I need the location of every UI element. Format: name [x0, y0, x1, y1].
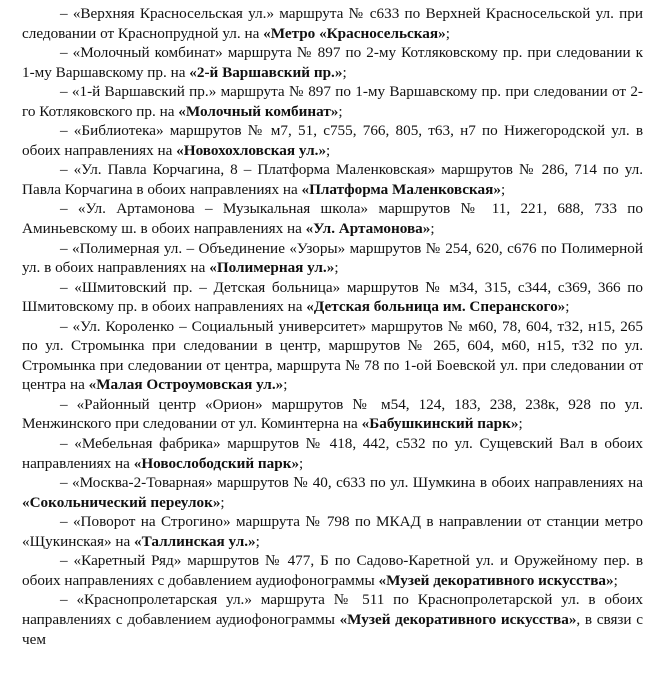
stop-name: «Бабушкинский парк»: [361, 415, 519, 433]
paragraph-text: – «Ул. Павла Корчагина, 8 – Платформа Маленковская» маршрутов № 286, 714 по ул. Павла Корчагина в обоих направлениях на: [22, 161, 643, 198]
stop-name: «Малая Остроумовская ул.»: [88, 376, 284, 394]
paragraph: [22, 160, 643, 199]
paragraph: [22, 4, 643, 43]
paragraph-end: ;: [283, 376, 288, 394]
paragraph: [22, 551, 643, 590]
paragraph-end: ;: [220, 493, 225, 511]
paragraph-text: – «Краснопролетарская ул.» маршрута № 511 по Краснопролетарской ул. в обоих направлениях с добавлением аудиофонограммы: [22, 591, 643, 628]
paragraph-text: – «Библиотека» маршрутов № м7, 51, с755, 766, 805, т63, н7 по Нижегородской ул. в обоих направлениях на: [22, 122, 643, 159]
paragraph-text: – «Ул. Короленко – Социальный университет» маршрутов № м60, 78, 604, т32, н15, 265 по ул. Стромынка при следовании в центр, маршрутов № 265, 604, м60, н15, т32 по ул. Стромынка при следовании от центра, маршрута № 78 по 1-ой Боевской ул. при следовании от центра на: [22, 317, 643, 394]
paragraph: [22, 434, 643, 473]
paragraph-text: – «Полимерная ул. – Объединение «Узоры» маршрутов № 254, 620, с676 по Полимерной ул. в обоих направлениях на: [22, 239, 643, 277]
stop-name: «2-й Варшавский пр.»: [189, 63, 343, 81]
paragraph-text: – «Ул. Артамонова – Музыкальная школа» маршрутов № 11, 221, 688, 733 по Аминьевскому ш. в обоих направлениях на: [22, 200, 643, 238]
stop-name: «Новохохловская ул.»: [176, 141, 327, 159]
paragraph-end: ;: [334, 259, 339, 277]
paragraph-text: – «Мебельная фабрика» маршрутов № 418, 442, с532 по ул. Сущевский Вал в обоих направлениях на: [22, 435, 643, 472]
paragraph-end: ;: [299, 454, 304, 472]
paragraph: [22, 82, 643, 121]
paragraph-end: ;: [326, 141, 331, 159]
paragraph-end: ;: [518, 415, 523, 433]
stop-name: «Ул. Артамонова»: [305, 220, 431, 238]
paragraph-end: ;: [338, 102, 343, 120]
paragraph: [22, 121, 643, 160]
paragraph-text: – «Каретный Ряд» маршрутов № 477, Б по Садово-Каретной ул. и Оружейному пер. в обоих направлениях с добавлением аудиофонограммы: [22, 552, 643, 589]
paragraph-end: ;: [445, 24, 450, 42]
paragraph: [22, 512, 643, 551]
paragraph: [22, 590, 643, 649]
stop-name: «Новослободский парк»: [133, 454, 300, 472]
stop-name: «Таллинская ул.»: [134, 532, 256, 550]
stop-name: «Сокольнический переулок»: [22, 493, 221, 511]
paragraph-end: , в связи с чем: [22, 610, 643, 648]
paragraph-text: – «Районный центр «Орион» маршрутов № м54, 124, 183, 238, 238к, 928 по ул. Менжинского при следовании от ул. Коминтерна на: [22, 395, 643, 433]
paragraph: [22, 43, 643, 82]
stop-name: «Детская больница им. Сперанского»: [306, 298, 566, 316]
paragraph-end: ;: [565, 298, 570, 316]
stop-name: «Платформа Маленковская»: [301, 180, 501, 198]
paragraph-end: ;: [430, 220, 435, 238]
paragraph: [22, 239, 643, 278]
paragraph-text: – «Москва-2-Товарная» маршрутов № 40, с633 по ул. Шумкина в обоих направлениях на: [60, 474, 643, 492]
stop-name: «Музей декоративного искусства»: [339, 610, 577, 628]
stop-name: «Молочный комбинат»: [178, 102, 339, 120]
paragraph-text: – «Поворот на Строгино» маршрута № 798 по МКАД в направлении от станции метро «Щукинская» на: [22, 513, 643, 550]
paragraph: [22, 278, 643, 317]
paragraph: [22, 199, 643, 238]
paragraph-text: – «Молочный комбинат» маршрута № 897 по 2-му Котляковскому пр. при следовании к 1-му Варшавскому пр. на: [22, 44, 643, 81]
paragraph: [22, 395, 643, 434]
paragraph: [22, 473, 643, 512]
paragraph-end: ;: [342, 63, 347, 81]
paragraph-end: ;: [500, 180, 506, 198]
paragraph-text: – «Шмитовский пр. – Детская больница» маршрутов № м34, 315, с344, с369, 366 по Шмитовскому пр. в обоих направлениях на: [22, 278, 643, 316]
stop-name: «Полимерная ул.»: [209, 259, 335, 277]
stop-name: «Метро «Красносельская»: [263, 24, 446, 42]
paragraph-end: ;: [255, 532, 260, 550]
stop-name: «Музей декоративного искусства»: [378, 571, 614, 589]
paragraph: [22, 317, 643, 395]
paragraph-text: – «1-й Варшавский пр.» маршрута № 897 по 1-му Варшавскому пр. при следовании от 2-го Котляковского пр. на: [22, 83, 643, 120]
paragraph-text: – «Верхняя Красносельская ул.» маршрута № с633 по Верхней Красносельской ул. при следовании от Краснопрудной ул. на: [22, 5, 643, 42]
paragraph-end: ;: [613, 571, 618, 589]
